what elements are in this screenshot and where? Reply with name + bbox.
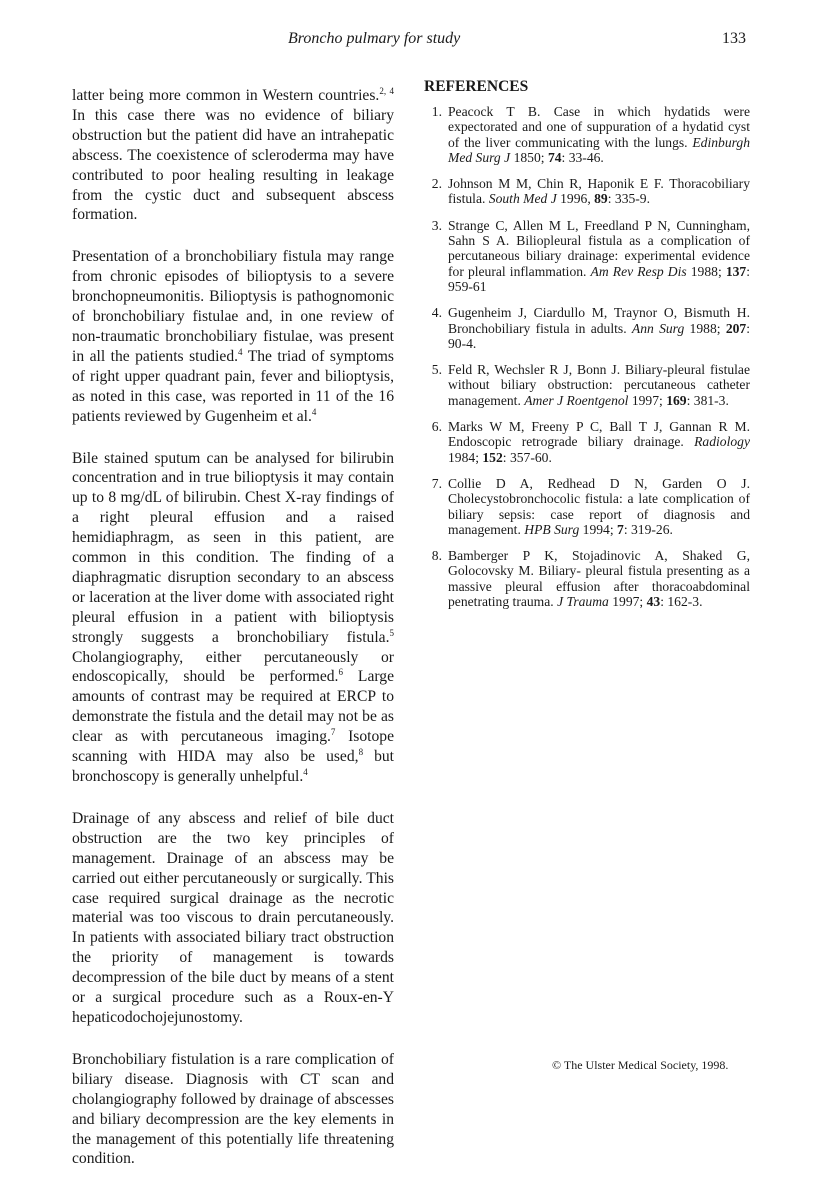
reference-number: 8.	[431, 548, 442, 564]
reference-number: 1.	[431, 104, 442, 119]
reference-text	[448, 218, 750, 294]
text-run: 1984;	[448, 449, 483, 465]
page-number: 133	[722, 30, 746, 47]
reference-number: 4.	[431, 305, 442, 321]
reference-item	[424, 362, 750, 408]
text-run: Johnson M M, Chin R, Haponik E F. Thoracobiliary fistula.	[448, 176, 750, 207]
journal-name: Radiology	[694, 434, 750, 450]
text-run: 1997;	[608, 594, 647, 610]
volume-number: 169	[666, 392, 687, 408]
citation-superscript: 4	[238, 346, 243, 357]
text-run: Cholangiography, either percutaneously or endoscopically, should be performed.	[72, 648, 394, 686]
reference-item	[424, 305, 750, 351]
text-run: : 90-4.	[448, 320, 750, 351]
text-run: 1994;	[579, 521, 618, 537]
text-run: : 162-3.	[660, 594, 703, 610]
volume-number: 89	[594, 191, 608, 207]
references-list	[424, 104, 750, 609]
text-run: latter being more common in Western countries.	[72, 87, 380, 104]
reference-text	[448, 362, 750, 408]
citation-superscript: 4	[311, 406, 317, 417]
body-paragraph	[72, 809, 394, 1028]
body-paragraph	[72, 449, 394, 787]
journal-name: J Trauma	[557, 594, 609, 610]
text-run: Collie D A, Redhead D N, Garden O J. Cholecystobronchocolic fistula: a late complication of biliary sepsis: case report of diagnosis and management.	[448, 475, 750, 537]
text-run: Bronchobiliary fistulation is a rare complication of biliary disease. Diagnosis with CT scan and cholangiography followed by drainage of abscesses and biliary decompression are the key elements in the management of this potentially life threatening condition.	[72, 1050, 394, 1168]
text-run: 1996,	[556, 191, 595, 207]
volume-number: 207	[725, 320, 747, 336]
reference-text	[448, 419, 750, 465]
text-run: Gugenheim J, Ciardullo M, Traynor O, Bismuth H. Bronchobiliary fistula in adults.	[448, 305, 750, 336]
references-heading: REFERENCES	[424, 78, 529, 95]
text-run: : 33-46.	[561, 149, 604, 165]
citation-superscript: 2, 4	[379, 86, 394, 96]
reference-item	[424, 476, 750, 537]
journal-name: Am Rev Resp Dis	[590, 263, 687, 279]
volume-number: 74	[547, 149, 562, 165]
reference-text	[448, 176, 750, 207]
text-run: In this case there was no evidence of biliary obstruction but the patient did have an intrahepatic abscess. The coexistence of scleroderma may have contributed to poor healing resulting in leakage from the cystic duct and subsequent abscess formation.	[72, 106, 394, 224]
text-run: 1997;	[628, 392, 667, 408]
text-run: 1850;	[510, 149, 548, 165]
citation-superscript: 6	[338, 667, 343, 678]
text-run: Feld R, Wechsler R J, Bonn J. Biliary-pleural fistulae without biliary obstruction: percutaneous catheter management.	[448, 362, 750, 408]
journal-name: HPB Surg	[524, 521, 580, 537]
text-run: Presentation of a bronchobiliary fistula may range from chronic episodes of bilioptysis to a severe bronchopneumonitis. Bilioptysis is pathognomonic of bronchobiliary fistulae and, in one review of non-traumatic bronchobiliary fistulae, was present in all the patients studied.	[72, 248, 394, 365]
text-run: Strange C, Allen M L, Freedland P N, Cunningham, Sahn S A. Biliopleural fistula as a complication of percutaneous biliary drainage: experimental evidence for pleural inflammation.	[448, 217, 750, 279]
reference-item	[424, 548, 750, 609]
journal-name: Amer J Roentgenol	[524, 392, 629, 408]
volume-number: 43	[646, 594, 661, 610]
body-paragraph	[72, 86, 394, 225]
text-run: The triad of symptoms of right upper quadrant pain, fever and bilioptysis, as noted in this case, was reported in 11 of the 16 patients reviewed by Gugenheim et al.	[72, 347, 394, 425]
reference-text	[448, 476, 750, 537]
reference-item	[424, 218, 750, 294]
text-run: : 357-60.	[502, 449, 552, 465]
text-run: Isotope scanning with HIDA may also be used,	[72, 728, 394, 766]
text-run: Large amounts of contrast may be required at ERCP to demonstrate the fistula and the detail may not be as clear as with percutaneous imaging.	[72, 668, 394, 746]
volume-number: 7	[617, 521, 624, 537]
volume-number: 152	[482, 449, 503, 465]
journal-name: South Med J	[488, 191, 557, 207]
journal-name: Ann Surg	[631, 320, 685, 336]
reference-number: 5.	[431, 362, 442, 378]
text-run: : 319-26.	[623, 521, 673, 537]
body-paragraph	[72, 247, 394, 426]
reference-number: 2.	[431, 176, 442, 192]
text-run: 1988;	[684, 320, 726, 336]
copyright-notice: © The Ulster Medical Society, 1998.	[552, 1058, 729, 1072]
text-run: Drainage of any abscess and relief of bile duct obstruction are the two key principles of management. Drainage of an abscess may be carried out either percutaneously or surgically. This case required surgical drainage as the necrotic material was too viscous to drain percutaneously. In patients with associated biliary tract obstruction the priority of management is towards decompression of the bile duct by means of a stent or a surgical procedure such as a Roux-en-Y hepaticodochojejunostomy.	[72, 809, 394, 1026]
references-column	[424, 78, 750, 620]
citation-superscript: 5	[389, 627, 394, 638]
citation-superscript: 4	[303, 767, 308, 777]
text-run: : 959-61	[448, 263, 750, 294]
reference-text	[448, 548, 750, 609]
text-run: but bronchoscopy is generally unhelpful.	[72, 748, 395, 785]
body-text-column	[72, 86, 394, 1191]
reference-number: 7.	[431, 475, 442, 491]
reference-number: 3.	[431, 217, 442, 233]
volume-number: 137	[725, 263, 747, 279]
citation-superscript: 8	[358, 747, 364, 758]
text-run: 1988;	[686, 263, 726, 279]
reference-text	[448, 305, 750, 351]
reference-number: 6.	[431, 419, 442, 435]
text-run: Bile stained sputum can be analysed for bilirubin concentration and in true bilioptysis it may contain up to 8 mg/dL of bilirubin. Chest X-ray findings of a right pleural effusion and a raised hemidiaphragm, as seen in this patient, are common in this condition. The finding of a diaphragmatic disruption secondary to an abscess or laceration at the liver dome with associated right pleural effusion in a patient with bilioptysis strongly suggests a bronchobiliary fistula.	[72, 449, 394, 646]
reference-item	[424, 419, 750, 465]
reference-item	[424, 176, 750, 207]
text-run: Peacock T B. Case in which hydatids were expectorated and one of suppuration of a hydatid cyst of the liver communicating with the lungs.	[448, 104, 750, 150]
text-run: : 381-3.	[686, 392, 729, 408]
running-title: Broncho pulmary for study	[288, 30, 461, 47]
journal-name: Edinburgh Med Surg J	[448, 134, 750, 165]
body-paragraph	[72, 1050, 394, 1169]
text-run: Bamberger P K, Stojadinovic A, Shaked G, Golocovsky M. Biliary- pleural fistula presenting as a massive pleural effusion after thoracoabdominal penetrating trauma.	[448, 548, 750, 610]
text-run: : 335-9.	[607, 191, 651, 207]
reference-text	[448, 104, 750, 165]
citation-superscript: 7	[330, 727, 336, 738]
reference-item	[424, 104, 750, 165]
text-run: Marks W M, Freeny P C, Ball T J, Gannan R M. Endoscopic retrograde biliary drainage.	[448, 419, 750, 450]
